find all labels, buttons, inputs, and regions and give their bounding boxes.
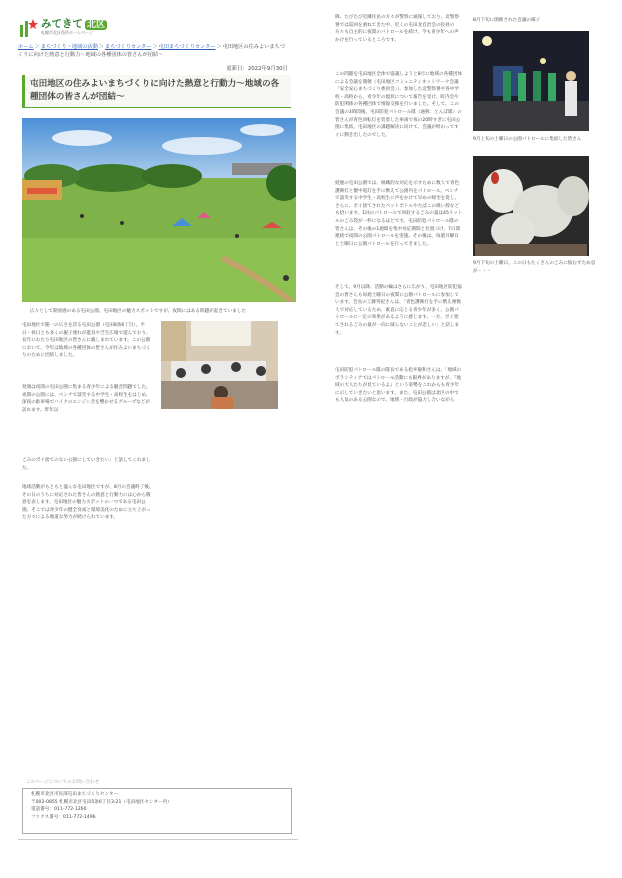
breadcrumb-separator: ＞: [98, 44, 104, 50]
meeting-photo: [161, 321, 278, 409]
patrol-photo: [473, 31, 589, 131]
meeting-caption: 8月下旬に開催された会議の様子: [473, 18, 541, 23]
contact-heading: このページについてのお問い合わせ: [26, 780, 100, 785]
footer-divider: [18, 839, 298, 840]
page-title: 屯田地区の住みよいまちづくりに向けた熱意と行動力～地域の各種団体の皆さんが団結～: [30, 79, 280, 102]
title-box: [22, 75, 291, 108]
col2-paragraph-5: 屯田防犯パトロール隊の隊長である松井敏和さんは、「地域のボランティアではパトロール活動にも限界がありますが、『地域の大人たちが見ているよ』という姿勢をこれからも青少年に示していきたいと思います。また、屯田公園は北区の中でも人気のある公園なので、地域・行政が協力し合いながら: [335, 368, 462, 404]
patrol-caption: 9月上旬の土曜日の公園パトロールに集結した皆さん: [473, 137, 582, 142]
col2-paragraph-3: 経歴の屯田公園では、組織的な対応を示すために数人で青色護衛灯と懐中電灯を手に携えて公園内をパトロール。ベンチで談笑する中学生・高校生に声をかけて早めの帰宅を促し、さらに、ポイ捨てされたペットボトルやたばこの吸い殻なども拾います。1回のパトロールで回収するごみの量は45リットルのごみ袋が一杯になるほどです。屯田防犯パトロール隊の皆さんは、その後の1週間を集中対応期間と位置づけ、7日間連続で夜間の公園パトロールを実施。その後は、毎週月曜日と土曜日に公園パトロールを行ってきました。: [335, 181, 463, 247]
contact-details: [31, 791, 286, 821]
breadcrumb-separator: ＞: [34, 44, 40, 50]
breadcrumb-separator: ＞: [216, 44, 222, 50]
breadcrumb-link-tonden[interactable]: 屯田まちづくりセンター: [158, 44, 216, 50]
logo-kita: 北区: [87, 20, 106, 30]
breadcrumb-link-community[interactable]: まちづくり・地域の活動: [40, 44, 98, 50]
site-logo[interactable]: [18, 15, 138, 39]
logo-icon: [18, 17, 38, 37]
contact-fax: ファクス番号：011-772-1496: [31, 814, 96, 820]
garbage-photo: [473, 156, 589, 256]
contact-org: 札幌市北区市民部屯田まちづくりセンター: [31, 792, 119, 797]
breadcrumb-current: 屯田地区の住みよいまちづくりに向けた熱意と行動力～地域の各種団体の皆さんが団結～: [18, 44, 285, 58]
breadcrumb-link-home[interactable]: ホーム: [18, 44, 34, 50]
logo-subtitle: 札幌市北区役所ホームページ: [41, 30, 93, 35]
col2-paragraph-4: そして、9月以降、活動の輪はさらに広がり、屯田地区防犯協会の皆さんも毎週土曜日の夜間に公園パトロールに参加しています。会長の工藤英紀さんは、「青色護衛灯を手に携え複数人で対応しているため、素直に応じる青少年が多く、公園パトロールに一定の効果があるように感じます。一方、ポイ捨てされるごみの量が一向に減らないことが悲しい」と話します。: [335, 285, 462, 336]
breadcrumb-separator: ＞: [152, 44, 158, 50]
col1-paragraph-4: 地域活動がもともと盛んな屯田地区ですが、8月の会議終了後、その日のうちに対応された皆さんの熱意と行動力には心から敬意を表します。屯田地区の魅力スポットの一つである屯田公園。そこでは青少年の健全育成と環境美化のために立ち上がった方々による地道な努力が続けられています。: [22, 485, 154, 521]
col1-paragraph-1: 屯田地区で随一の広さを誇る屯田公園（屯田8条6丁目）。平日・休日とも多くの親子連れが遊具や芝生広場で遊んでおり、長年にわたり屯田地区の皆さんに親しまれています。この公園において、今年は地域の各種団体の皆さんが住みよいまちづくりのために団結しました。: [22, 323, 151, 359]
park-photo-caption: 広々として開放感のある屯田公園。屯田地区の魅力スポットですが、夜間にはある問題が起きていました: [30, 309, 246, 314]
col1-paragraph-2: 発端は夜間の屯田公園に集まる青少年による騒音問題でした。夜間の公園には、ベンチで談笑する中学生・高校生をはじめ、深夜の駐車場でバイクのエンジン音を響かせるグループなどが訪れます。昨年以: [22, 385, 151, 413]
updated-date: 更新日：2022年9月30日: [226, 66, 288, 72]
col2-paragraph-1: 降、たびたび近隣住民の方々が警察に通報しており、北警察署では巡回を重ねてきた中、近くの屯田北自治会の役員の方々も自主的に夜間のパトロールを続け、今も青少年への声かけを行っているところです。: [335, 15, 460, 43]
contact-box: [22, 788, 292, 834]
contact-address: 〒002-0855 札幌市北区屯田5条6丁目3-21（屯田地区センター内）: [31, 799, 172, 805]
garbage-caption: 9月下旬の土曜日。この日もたくさんのごみに悩むずため息が・・・: [473, 261, 596, 274]
contact-phone: 電話番号：011-772-1260: [31, 807, 87, 813]
breadcrumb-link-center[interactable]: まちづくりセンター: [105, 44, 152, 50]
col1-paragraph-3: ごみのポイ捨てのない公園にしていきたい」と話してくれました。: [22, 458, 151, 471]
col2-paragraph-2: この問題を屯田地区全体で協議しようと8月に地域の各種団体による会議を開催（屯田地区コミュニティネットワーク会議「安全安心まちづくり委員会」）。参加した北警察署や各中学校・高校から、青少年の現状について報告を受け、町内会や防犯関係の各種団体で情報交換を行いました。そして、この会議の3時間後、屯田防犯パトロール隊（通称：とんぼ隊）の皆さんが青色回転灯を装着した車両で夜の20時すぎに屯田公園に集結。屯田地区の課題解決に向けて、会議が終わってすぐに動き出したのでした。: [335, 72, 462, 138]
breadcrumb: [18, 43, 290, 59]
logo-name: みてきて 北区: [41, 18, 106, 30]
park-photo: [22, 118, 296, 302]
